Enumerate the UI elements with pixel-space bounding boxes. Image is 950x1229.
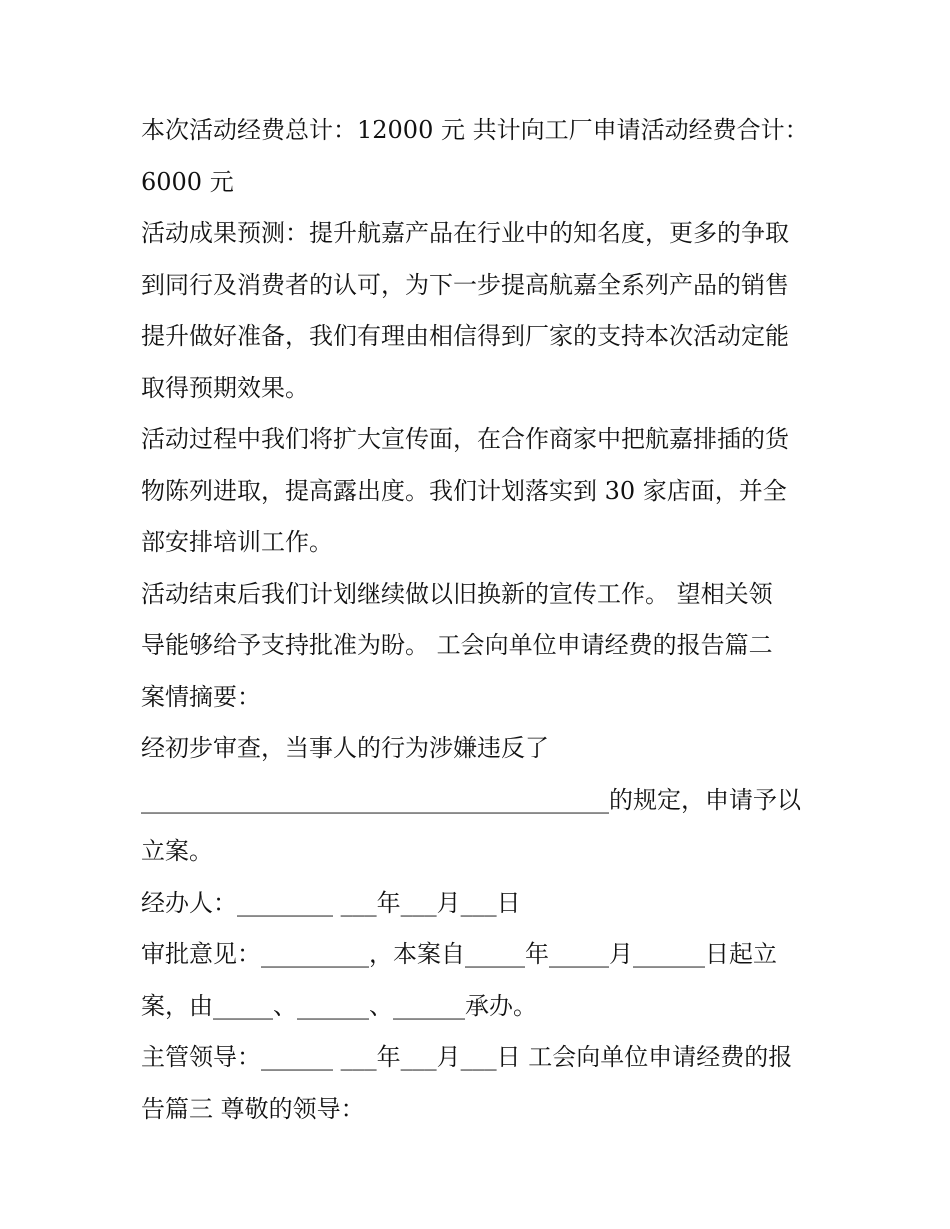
text-line: 活动成果预测：提升航嘉产品在行业中的知名度，更多的争取 (141, 219, 789, 247)
text-line: 到同行及消费者的认可，为下一步提高航嘉全系列产品的销售 (141, 270, 789, 299)
text-line: 提升做好准备，我们有理由相信得到厂家的支持本次活动定能 (141, 322, 789, 350)
text-line: 主管领导：______ ___年___月___日 工会向单位申请经费的报 (141, 1043, 793, 1071)
text-line: 本次活动经费总计：12000 元 共计向工厂申请活动经费合计： (141, 116, 809, 144)
text-line: 立案。 (141, 837, 213, 865)
text-line: 活动过程中我们将扩大宣传面，在合作商家中把航嘉排插的货 (141, 425, 789, 453)
text-line: 案，由_____、______、______承办。 (141, 991, 537, 1020)
document-body (141, 105, 821, 1135)
text-line: 经办人：________ ___年___月___日 (141, 888, 521, 917)
text-line: 经初步审查，当事人的行为涉嫌违反了 (141, 734, 549, 762)
text-line: 活动结束后我们计划继续做以旧换新的宣传工作。 望相关领 (141, 579, 773, 608)
text-line: 部安排培训工作。 (141, 528, 333, 556)
text-line: _______________________________________的规定，申请予以 (141, 785, 801, 814)
text-line: 告篇三 尊敬的领导： (141, 1094, 365, 1123)
text-line: 案情摘要： (141, 682, 261, 711)
text-line: 导能够给予支持批准为盼。 工会向单位申请经费的报告篇二 (141, 631, 773, 659)
text-line: 物陈列进取，提高露出度。我们计划落实到 30 家店面，并全 (141, 476, 787, 505)
text-line: 6000 元 (141, 167, 234, 196)
text-line: 取得预期效果。 (141, 373, 309, 402)
text-line: 审批意见：_________，本案自_____年_____月______日起立 (141, 940, 777, 968)
